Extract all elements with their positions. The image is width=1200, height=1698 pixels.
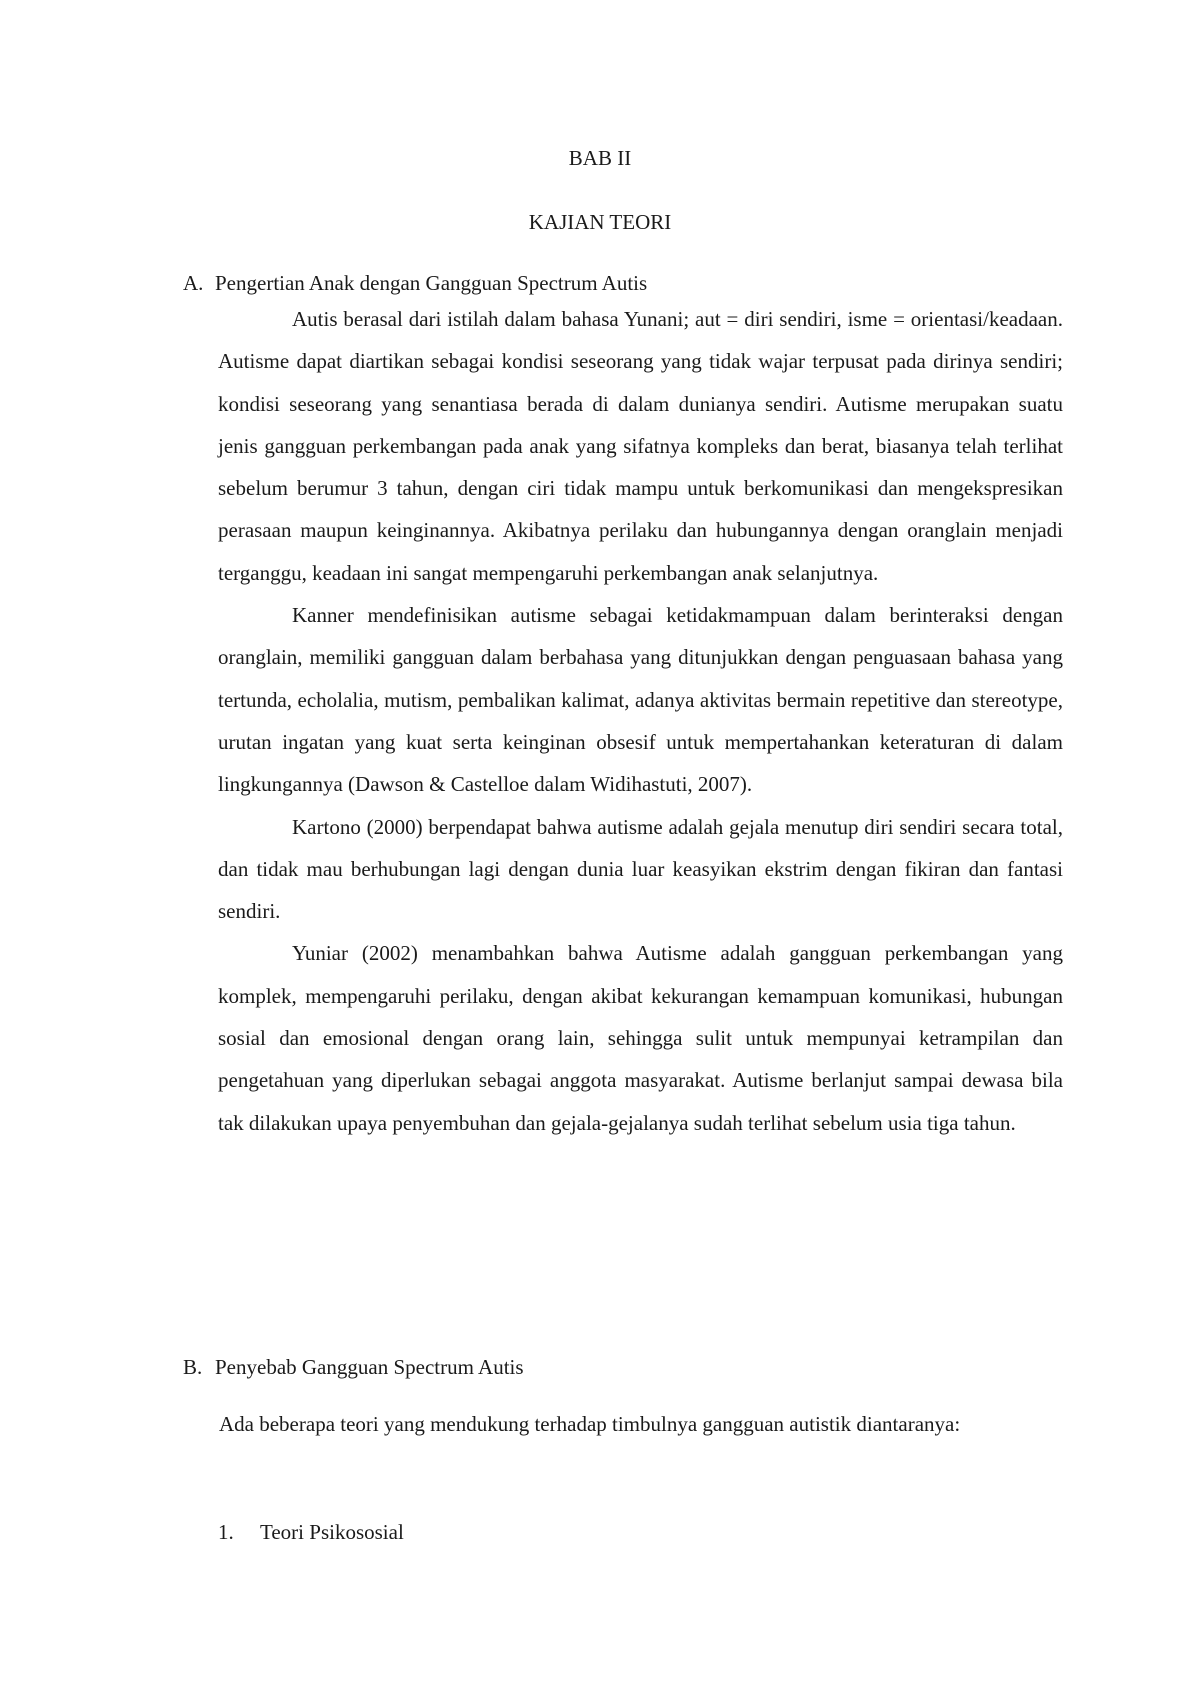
section-b-marker: B. [183,1355,203,1379]
section-b-title: Penyebab Gangguan Spectrum Autis [215,1355,524,1379]
paragraph-yuniar: Yuniar (2002) menambahkan bahwa Autisme adalah gangguan perkembangan yang komplek, mempengaruhi perilaku, dengan akibat kekurangan kemampuan komunikasi, hubungan sosial dan emosional dengan orang lain, sehingga sulit untuk mempunyai ketrampilan dan pengetahuan yang diperlukan sebagai anggota masyarakat. Autisme berlanjut sampai dewasa bila tak dilakukan upaya penyembuhan dan gejala-gejalanya sudah terlihat sebelum usia tiga tahun. [218,941,1063,1135]
chapter-title: KAJIAN TEORI [528,210,672,234]
numbered-item-marker: 1. [218,1520,234,1544]
paragraph-kartono: Kartono (2000) berpendapat bahwa autisme adalah gejala menutup diri sendiri secara total, dan tidak mau berhubungan lagi dengan dunia luar keasyikan ekstrim dengan fikiran dan fantasi sendiri. [218,814,1063,924]
paragraph-autis-definition: Autis berasal dari istilah dalam bahasa Yunani; aut = diri sendiri, isme = orientasi/keadaan. Autisme dapat diartikan sebagai kondisi seseorang yang tidak wajar terpusat pada dirinya sendiri; kondisi seseorang yang senantiasa berada di dalam dunianya sendiri. Autisme merupakan suatu jenis gangguan perkembangan pada anak yang sifatnya kompleks dan berat, biasanya telah terlihat sebelum berumur 3 tahun, dengan ciri tidak mampu untuk berkomunikasi dan mengekspresikan perasaan maupun keinginannya. Akibatnya perilaku dan hubungannya dengan oranglain menjadi terganggu, keadaan ini sangat mempengaruhi perkembangan anak selanjutnya. [218,307,1063,585]
section-a-body [218,298,1063,1144]
paragraph-kanner: Kanner mendefinisikan autisme sebagai ketidakmampuan dalam berinteraksi dengan oranglain, memiliki gangguan dalam berbahasa yang ditunjukkan dengan penguasaan bahasa yang tertunda, echolalia, mutism, pembalikan kalimat, adanya aktivitas bermain repetitive dan stereotype, urutan ingatan yang kuat serta keinginan obsesif untuk mempertahankan keteraturan di dalam lingkungannya (Dawson & Castelloe dalam Widihastuti, 2007). [218,603,1063,797]
section-a-marker: A. [183,271,204,295]
section-b-intro: Ada beberapa teori yang mendukung terhadap timbulnya gangguan autistik diantaranya: [219,1412,961,1436]
section-a-title: Pengertian Anak dengan Gangguan Spectrum Autis [215,271,648,295]
numbered-item [218,1520,404,1545]
section-a-heading [183,271,647,296]
chapter-number: BAB II [568,146,632,170]
section-b-heading [183,1355,524,1380]
numbered-item-label: Teori Psikososial [260,1520,404,1544]
